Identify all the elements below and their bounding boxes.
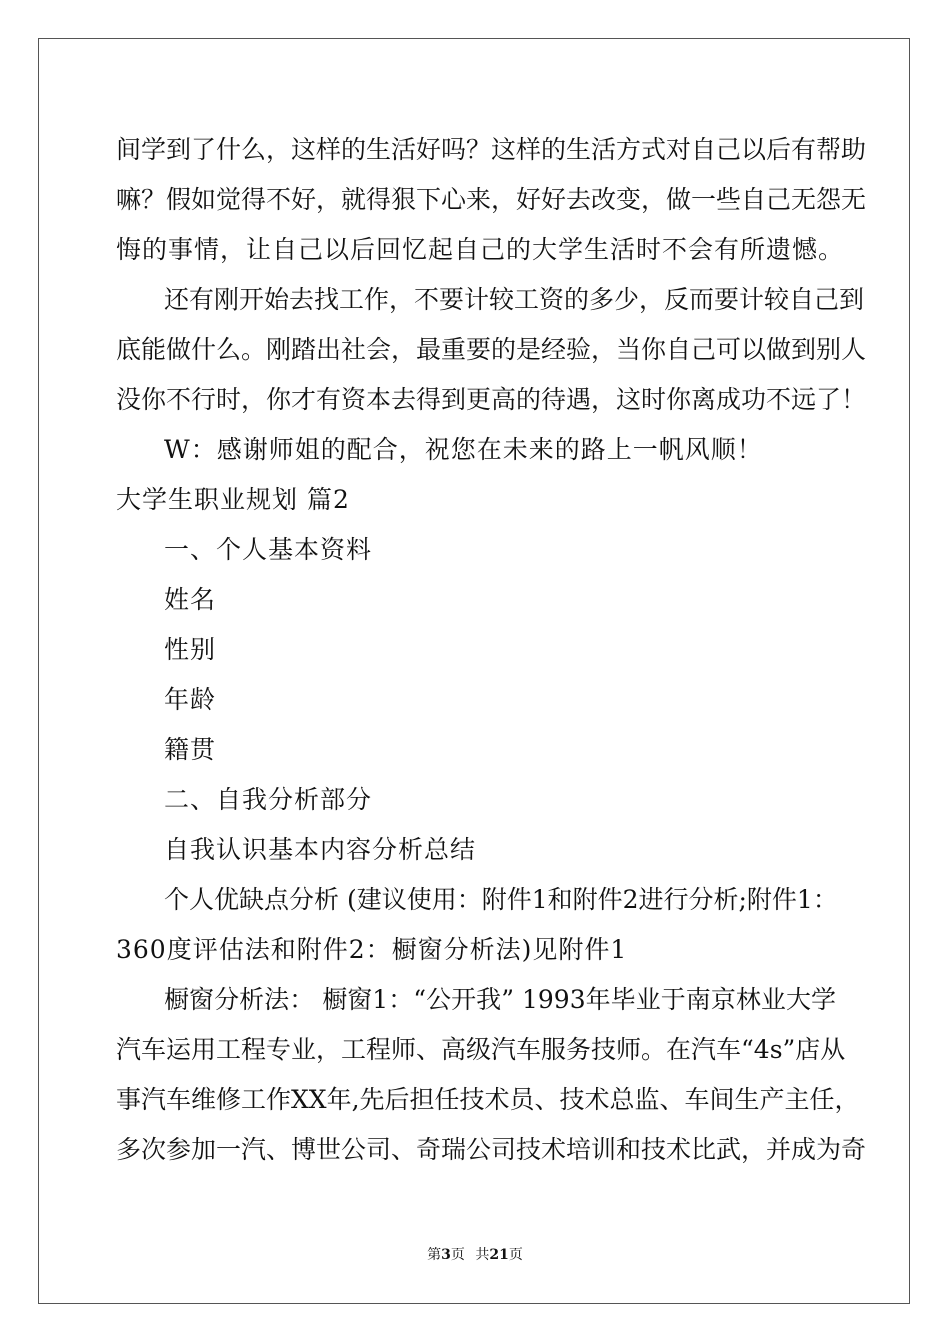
text-line-1: 间学到了什么，这样的生活好吗？这样的生活方式对自己以后有帮助 [116,135,867,164]
section-heading: 大学生职业规划 篇2 [116,485,350,514]
text-line-21: 多次参加一汽、博世公司、奇瑞公司技术培训和技术比武，并成为奇 [116,1135,867,1164]
field-age: 年龄 [164,685,217,714]
page-footer [0,1246,950,1264]
text-line-5: 底能做什么。刚踏出社会，最重要的是经验，当你自己可以做到别人 [116,335,867,364]
subheading-personal-info: 一、个人基本资料 [164,535,373,564]
field-name: 姓名 [164,585,217,614]
field-hometown: 籍贯 [164,735,217,764]
text-line-6: 没你不行时，你才有资本去得到更高的待遇，这时你离成功不远了！ [116,385,867,414]
text-line-strengths: 个人优缺点分析 (建议使用：附件1和附件2进行分析;附件1： [164,885,838,914]
page-number: 第3页 [427,1247,465,1263]
field-gender: 性别 [164,635,217,664]
total-pages: 共21页 [475,1247,523,1263]
text-line-self-recognition: 自我认识基本内容分析总结 [164,835,477,864]
subheading-self-analysis: 二、自我分析部分 [164,785,373,814]
text-line-7: W：感谢师姐的配合，祝您在未来的路上一帆风顺！ [164,435,763,464]
text-line-3: 悔的事情，让自己以后回忆起自己的大学生活时不会有所遗憾。 [116,235,845,264]
text-line-2: 嘛？假如觉得不好，就得狠下心来，好好去改变，做一些自己无怨无 [116,185,867,214]
text-line-4: 还有刚开始去找工作，不要计较工资的多少，反而要计较自己到 [164,285,865,314]
text-line-20: 事汽车维修工作XX年,先后担任技术员、技术总监、车间生产主任， [116,1085,860,1114]
text-line-evaluation: 360度评估法和附件2：橱窗分析法)见附件1 [116,935,628,964]
text-line-19: 汽车运用工程专业，工程师、高级汽车服务技师。在汽车“4s”店从 [116,1035,846,1064]
text-line-window-analysis: 橱窗分析法： 橱窗1：“公开我” 1993年毕业于南京林业大学 [164,985,836,1014]
